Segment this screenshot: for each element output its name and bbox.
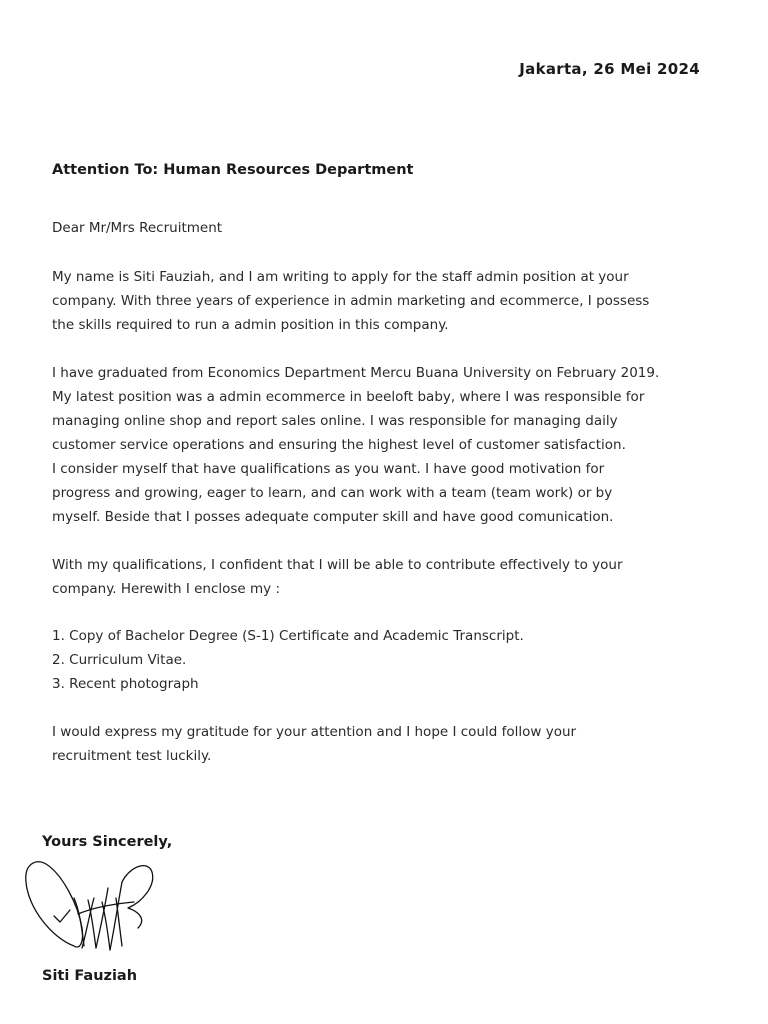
closing-line: Yours Sincerely,: [42, 834, 173, 850]
enclosure-item: 2. Curriculum Vitae.: [52, 652, 187, 668]
paragraph-qualifications-text: With my qualifications, I confident that I will be able to contribute effectively to your company. Herewith I enclose my :: [52, 557, 623, 597]
salutation-text: Dear Mr/Mrs Recruitment: [52, 220, 223, 236]
signature-image: [22, 858, 162, 954]
paragraph-intro-text: My name is Siti Fauziah, and I am writing to apply for the staff admin position at your company. With three years of experience in admin marketing and ecommerce, I possess the skills required to run a admin position in this company.: [52, 269, 650, 333]
salutation: [52, 216, 712, 240]
attention-line: Attention To: Human Resources Department: [52, 162, 414, 178]
enclosure-item: 3. Recent photograph: [52, 676, 199, 692]
paragraph-qualifications: [52, 553, 712, 601]
enclosure-list: [52, 624, 712, 696]
paragraph-gratitude: [52, 720, 712, 768]
signer-name: Siti Fauziah: [42, 968, 138, 984]
enclosure-item: 1. Copy of Bachelor Degree (S-1) Certificate and Academic Transcript.: [52, 628, 524, 644]
letter-date: Jakarta, 26 Mei 2024: [519, 60, 700, 78]
paragraph-gratitude-text: I would express my gratitude for your attention and I hope I could follow your recruitment test luckily.: [52, 724, 577, 764]
paragraph-experience-text: I have graduated from Economics Department Mercu Buana University on February 2019. My latest position was a admin ecommerce in beeloft baby, where I was responsible for managing online shop and report sales online. I was responsible for managing daily customer service operations and ensuring the highest level of customer satisfaction. I consider myself that have qualifications as you want. I have good motivation for progress and growing, eager to learn, and can work with a team (team work) or by myself. Beside that I posses adequate computer skill and have good comunication.: [52, 365, 660, 525]
paragraph-intro: [52, 265, 712, 337]
paragraph-experience: [52, 361, 712, 529]
